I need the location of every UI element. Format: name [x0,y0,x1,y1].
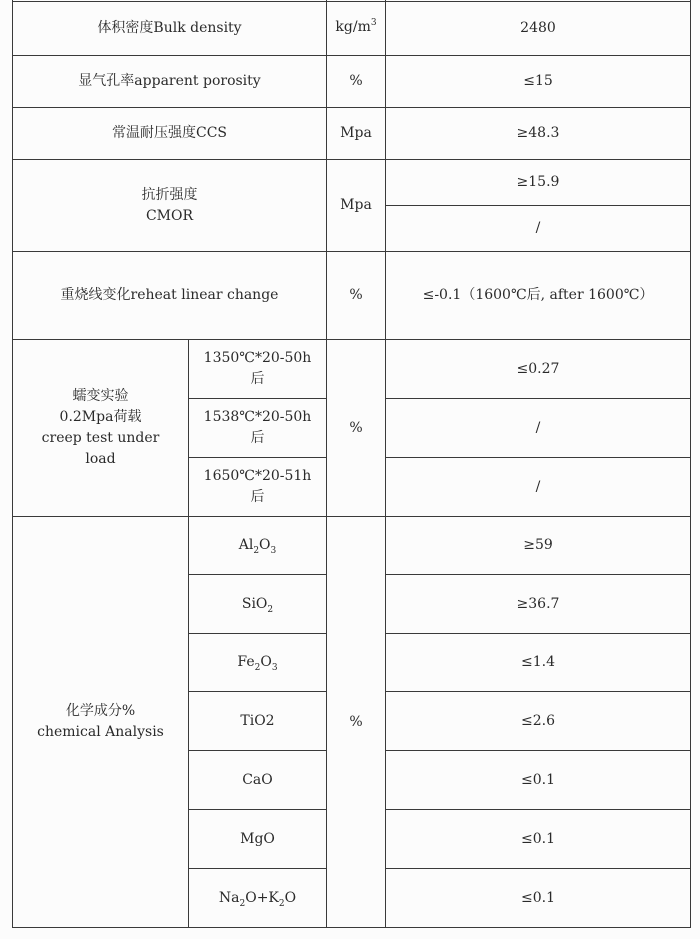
table-row-bulk-density [13,2,691,56]
table-row-plc [13,252,691,340]
cmor-value-2: / [386,206,691,252]
creep-condition-3-line-1: 1650℃*20-51h [203,468,312,484]
creep-value-1: ≤0.27 [386,340,691,399]
chem-label [13,517,189,928]
chem-value-7: ≤0.1 [386,869,691,928]
creep-value-2: / [386,399,691,458]
creep-label-line-1: 蠕变实验 [72,388,129,404]
chem-formula-7: $Na_2O+K_2O$ [189,869,327,928]
table-row-porosity [13,56,691,108]
plc-label: 重烧线变化reheat linear change [13,252,327,340]
chem-value-5: ≤0.1 [386,751,691,810]
cmor-value-1: ≥15.9 [386,160,691,206]
creep-label-line-2: 0.2Mpa荷载 [59,409,142,425]
chem-value-1: ≥59 [386,517,691,575]
creep-condition-3-line-2: 后 [250,489,265,505]
creep-condition-2-line-1: 1538℃*20-50h [203,409,312,425]
bulk-density-unit: $kg/m^3$ [327,2,386,56]
creep-condition-2 [189,399,327,458]
creep-condition-2-line-2: 后 [250,430,265,446]
creep-label [13,340,189,517]
creep-condition-1 [189,340,327,399]
table-row-chem-al2o3 [13,517,691,575]
spec-table [12,0,691,928]
creep-condition-1-line-1: 1350℃*20-50h [203,350,312,366]
chem-unit: % [327,517,386,928]
cmor-unit: Mpa [327,160,386,252]
cmor-label [13,160,327,252]
chem-formula-2: SiO$_2$ [189,575,327,634]
chem-label-line-1: 化学成分% [65,703,136,719]
creep-condition-3 [189,458,327,517]
plc-unit: % [327,252,386,340]
porosity-label: 显气孔率apparent porosity [13,56,327,108]
ccs-label: 常温耐压强度CCS [13,108,327,160]
porosity-value: ≤15 [386,56,691,108]
chem-value-6: ≤0.1 [386,810,691,869]
bulk-density-label: 体积密度Bulk density [13,2,327,56]
cmor-label-cn: 抗折强度 [141,186,198,203]
chem-value-4: ≤2.6 [386,692,691,751]
creep-value-3: / [386,458,691,517]
plc-value: ≤-0.1（1600℃后, after 1600℃） [386,252,691,340]
chem-formula-5: CaO [189,751,327,810]
creep-condition-1-line-2: 后 [250,371,265,387]
chem-formula-4: TiO2 [189,692,327,751]
chem-label-line-2: chemical Analysis [37,724,164,740]
chem-formula-6: MgO [189,810,327,869]
ccs-value: ≥48.3 [386,108,691,160]
porosity-unit: % [327,56,386,108]
table-row-ccs [13,108,691,160]
creep-unit: % [327,340,386,517]
cmor-label-en: CMOR [145,207,194,224]
table-row-cmor [13,160,691,206]
creep-label-line-4: load [85,451,116,467]
chem-formula-3: $Fe_2O_3$ [189,634,327,692]
chem-value-2: ≥36.7 [386,575,691,634]
table-row-creep-1 [13,340,691,399]
creep-label-line-3: creep test under [41,430,160,446]
chem-value-3: ≤1.4 [386,634,691,692]
chem-formula-1: $Al_2O_3$ [189,517,327,575]
bulk-density-value: 2480 [386,2,691,56]
ccs-unit: Mpa [327,108,386,160]
